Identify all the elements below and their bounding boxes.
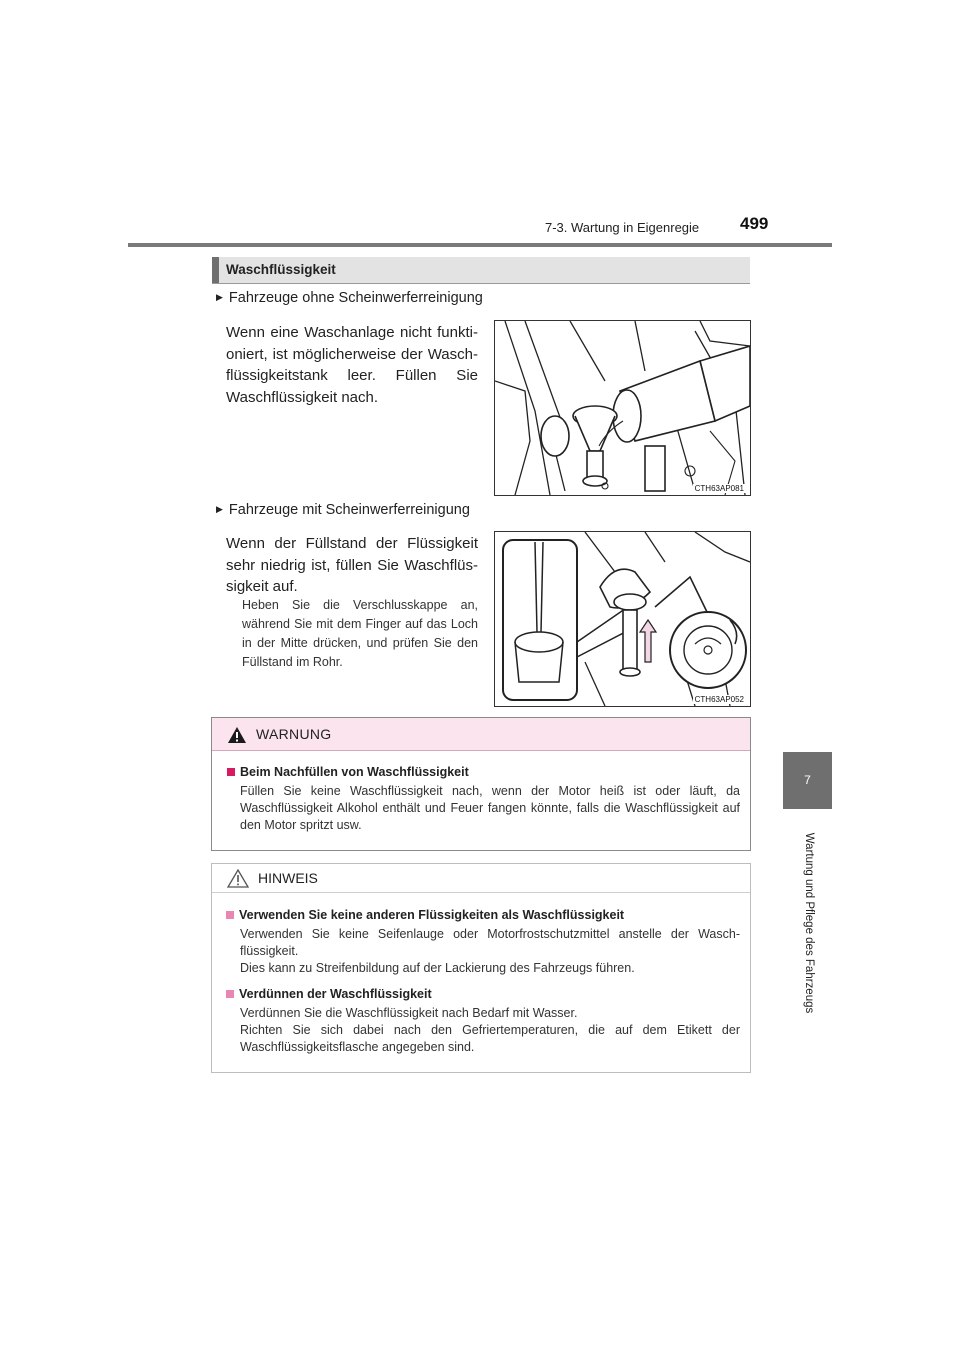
notice-item-2-body: Verdünnen Sie die Waschflüssigkeit nach Bedarf mit Wasser. — [240, 1006, 578, 1020]
paragraph-1: Wenn eine Waschanlage nicht funkti-oniert, ist möglicherweise der Wasch-flüssigkeitstank leer. Füllen Sie Waschflüssigkeit nach. — [226, 324, 478, 406]
bullet-heading-2 — [216, 502, 470, 518]
page-number: 499 — [740, 214, 769, 233]
caution-triangle-icon — [227, 869, 249, 888]
figure-washer-refill — [494, 320, 751, 496]
bullet-heading-1 — [216, 290, 483, 306]
chapter-side-label-text: Wartung und Pflege des Fahrzeugs — [803, 832, 815, 1013]
washer-refill-illustration — [495, 321, 750, 495]
header-rule — [128, 243, 832, 247]
section-title: Waschflüssigkeit — [226, 262, 336, 277]
section-accent — [212, 257, 219, 283]
chapter-side-label — [798, 815, 820, 1030]
figure-code-2: CTH63AP052 — [694, 695, 744, 704]
figure-washer-level-check — [494, 531, 751, 707]
chapter-tab: 7 — [783, 752, 832, 809]
notice-item-2-title-text: Verdünnen der Waschflüssigkeit — [239, 987, 432, 1001]
notice-item-1-title — [226, 906, 624, 924]
warning-item-title-text: Beim Nachfüllen von Waschflüssigkeit — [240, 765, 469, 779]
pink-square-bullet-icon — [226, 990, 234, 998]
triangle-bullet-icon: ▶ — [216, 292, 223, 302]
notice-item-1-body-2: Dies kann zu Streifenbildung auf der Lackierung des Fahrzeugs führen. — [240, 961, 635, 975]
paragraph-2-detail: Heben Sie die Verschlusskappe an, während Sie mit dem Finger auf das Loch in der Mitte drücken, und prüfen Sie den Füllstand im Rohr. — [242, 598, 478, 669]
warning-item-body: Füllen Sie keine Waschflüssigkeit nach, wenn der Motor heiß ist oder läuft, da Waschflüssigkeit Alkohol enthält und Feuer fangen könnte, falls die Waschflüssigkeit auf den Motor spritzt usw. — [240, 784, 740, 832]
chapter-title: 7-3. Wartung in Eigenregie — [545, 220, 700, 235]
pink-square-bullet-icon — [227, 768, 235, 776]
warning-item-title — [227, 763, 469, 781]
paragraph-2: Wenn der Füllstand der Flüssigkeit sehr niedrig ist, füllen Sie Waschflüs-sigkeit auf. — [226, 535, 478, 595]
warning-triangle-icon — [227, 726, 247, 744]
notice-item-1-title-text: Verwenden Sie keine anderen Flüssigkeiten als Waschflüssigkeit — [239, 908, 625, 922]
notice-header — [212, 864, 750, 893]
notice-item-2-title — [226, 985, 432, 1003]
bullet-heading-2-text: Fahrzeuge mit Scheinwerferreinigung — [228, 502, 470, 518]
section-heading — [212, 257, 750, 284]
figure-code-1: CTH63AP081 — [694, 484, 744, 493]
warning-title: WARNUNG — [256, 726, 332, 742]
notice-title: HINWEIS — [258, 870, 318, 886]
triangle-bullet-icon: ▶ — [216, 504, 223, 514]
bullet-heading-1-text: Fahrzeuge ohne Scheinwerferreinigung — [228, 290, 483, 306]
warning-box — [211, 717, 751, 851]
washer-level-illustration — [495, 532, 750, 706]
notice-box — [211, 863, 751, 1073]
warning-header — [212, 718, 750, 751]
pink-square-bullet-icon — [226, 911, 234, 919]
notice-item-1-body: Verwenden Sie keine Seifenlauge oder Motorfrostschutzmittel anstelle der Wasch-flüssigkeit. — [240, 927, 740, 958]
notice-item-2-body-2: Richten Sie sich dabei nach den Gefriertemperaturen, die auf dem Etikett der Waschflüssigkeitsflasche angegeben sind. — [240, 1023, 740, 1054]
